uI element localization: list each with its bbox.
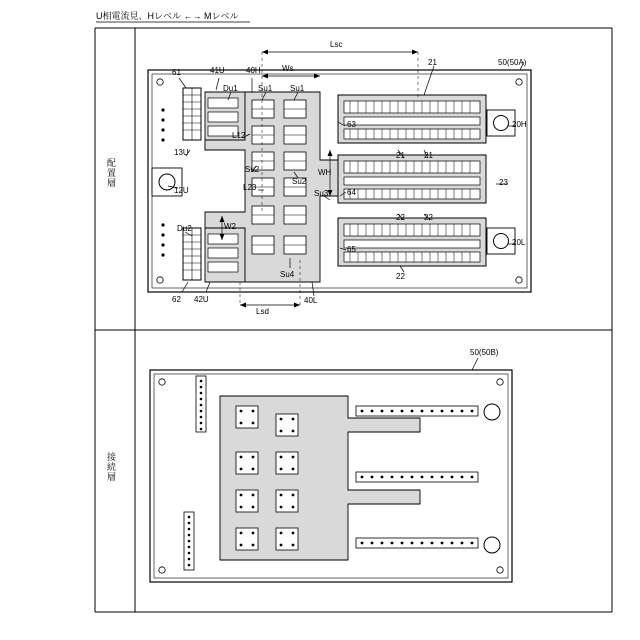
callout-su1-b: Su1 (290, 84, 305, 93)
callout-63: 63 (347, 120, 356, 129)
row-label-upper: 配置層 (106, 158, 116, 188)
callout-41u: 41U (210, 66, 225, 75)
callout-50-50b: 50(50B) (470, 348, 499, 357)
callout-40l: 40L (304, 296, 318, 305)
dim-lsd: Lsd (256, 307, 269, 316)
callout-61: 61 (172, 68, 181, 77)
callout-su2-a: Su2 (245, 165, 260, 174)
callout-su2-b: Su2 (292, 177, 307, 186)
callout-65: 65 (347, 245, 356, 254)
dim-w2: W2 (224, 222, 236, 231)
dim-lsc: Lsc (330, 40, 343, 49)
callout-62: 62 (172, 295, 181, 304)
callout-22-b: 22 (424, 213, 433, 222)
callout-du1: Du1 (223, 84, 238, 93)
dim-ws: Ws (282, 64, 294, 73)
callout-21-mid-b: 21 (424, 151, 433, 160)
callout-22-a: 22 (396, 213, 405, 222)
dim-wh: WH (318, 168, 332, 177)
figure-top-title: U相電流見、Hレベル ←→ Mレベル (96, 11, 239, 21)
callout-l12: L12 (232, 131, 246, 140)
callout-40h: 40H (246, 66, 261, 75)
callout-22-bottom: 22 (396, 272, 405, 281)
callout-21-mid-a: 21 (396, 151, 405, 160)
callout-64: 64 (347, 188, 356, 197)
callout-su4: Su4 (280, 270, 295, 279)
callout-su1-a: Su1 (258, 84, 273, 93)
callout-13u: 13U (174, 148, 189, 157)
row-label-lower: 接続層 (106, 452, 116, 482)
callout-du2: Du2 (177, 224, 192, 233)
callout-12u: 12U (174, 186, 189, 195)
callout-50-50a: 50(50A) (498, 58, 527, 67)
callout-20l: 20L (512, 238, 526, 247)
callout-20h: 20H (512, 120, 527, 129)
callout-23: 23 (499, 178, 508, 187)
callout-su3: Su3 (314, 189, 329, 198)
callout-21-top: 21 (428, 58, 437, 67)
callout-l23: L23 (243, 183, 257, 192)
callout-42u: 42U (194, 295, 209, 304)
